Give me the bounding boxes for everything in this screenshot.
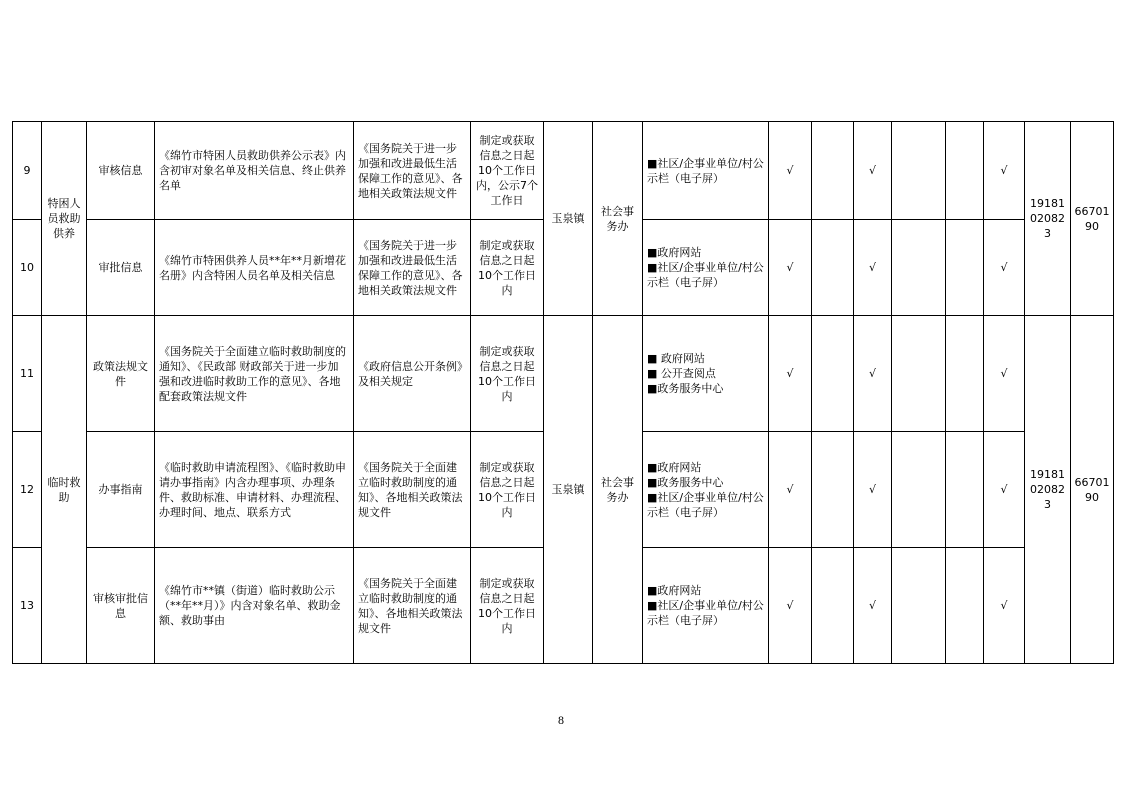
item-cell: 审批信息 [87, 220, 155, 316]
channels-cell [643, 548, 769, 664]
category-cell: 临时救助 [42, 316, 87, 664]
table-row [13, 122, 1114, 220]
channel-item: ■ 政府网站 [647, 352, 705, 365]
check-mark: √ [769, 122, 812, 220]
time-cell: 制定或获取信息之日起10个工作日内 [471, 432, 544, 548]
empty-cell [892, 548, 946, 664]
content-cell: 《国务院关于全面建立临时救助制度的通知》、《民政部 财政部关于进一步加强和改进临时救助工作的意见》、各地配套政策法规文件 [155, 316, 354, 432]
check-mark: √ [769, 548, 812, 664]
check-mark: √ [854, 432, 892, 548]
check-mark: √ [854, 220, 892, 316]
town-cell: 玉泉镇 [544, 122, 593, 316]
basis-cell: 《国务院关于进一步加强和改进最低生活保障工作的意见》、各地相关政策法规文件 [354, 122, 471, 220]
empty-cell [892, 122, 946, 220]
check-mark: √ [854, 316, 892, 432]
check-mark: √ [984, 122, 1025, 220]
empty-cell [812, 316, 854, 432]
channel-item: ■政府网站 [647, 460, 702, 474]
basis-cell: 《国务院关于进一步加强和改进最低生活保障工作的意见》、各地相关政策法规文件 [354, 220, 471, 316]
table-row [13, 316, 1114, 432]
channel-item: ■社区/企事业单位/村公示栏（电子屏） [647, 490, 764, 519]
empty-cell [946, 548, 984, 664]
office-cell: 社会事务办 [593, 122, 643, 316]
empty-cell [946, 432, 984, 548]
disclosure-table [12, 121, 1114, 664]
check-mark: √ [854, 122, 892, 220]
check-mark: √ [769, 316, 812, 432]
channels-cell [643, 122, 769, 220]
office-cell: 社会事务办 [593, 316, 643, 664]
basis-cell: 《政府信息公开条例》及相关规定 [354, 316, 471, 432]
time-cell: 制定或获取信息之日起10个工作日内 [471, 316, 544, 432]
item-cell: 政策法规文件 [87, 316, 155, 432]
time-cell: 制定或获取信息之日起10个工作日内 [471, 220, 544, 316]
check-mark: √ [984, 316, 1025, 432]
contact-cell: 19181020823 [1025, 122, 1071, 316]
channels-cell [643, 316, 769, 432]
basis-cell: 《国务院关于全面建立临时救助制度的通知》、各地相关政策法规文件 [354, 548, 471, 664]
empty-cell [892, 432, 946, 548]
time-cell: 制定或获取信息之日起10个工作日内，公示7个工作日 [471, 122, 544, 220]
channel-item: ■ 公开查阅点 [647, 367, 716, 380]
empty-cell [946, 220, 984, 316]
empty-cell [812, 432, 854, 548]
row-number: 9 [13, 122, 42, 220]
contact-cell: 19181020823 [1025, 316, 1071, 664]
town-cell: 玉泉镇 [544, 316, 593, 664]
empty-cell [946, 316, 984, 432]
item-cell: 审核审批信息 [87, 548, 155, 664]
empty-cell [892, 316, 946, 432]
phone-cell: 6670190 [1071, 316, 1114, 664]
time-cell: 制定或获取信息之日起10个工作日内 [471, 548, 544, 664]
empty-cell [946, 122, 984, 220]
channels-cell [643, 220, 769, 316]
channel-item: ■政务服务中心 [647, 382, 724, 395]
channel-item: ■政府网站 [647, 584, 702, 597]
check-mark: √ [769, 432, 812, 548]
channel-item: ■社区/企事业单位/村公示栏（电子屏） [647, 156, 764, 185]
channel-item: ■政务服务中心 [647, 475, 724, 489]
category-cell: 特困人员救助供养 [42, 122, 87, 316]
row-number: 12 [13, 432, 42, 548]
content-cell: 《绵竹市特困人员救助供养公示表》内含初审对象名单及相关信息、终止供养名单 [155, 122, 354, 220]
phone-cell: 6670190 [1071, 122, 1114, 316]
check-mark: √ [984, 220, 1025, 316]
item-cell: 审核信息 [87, 122, 155, 220]
item-cell: 办事指南 [87, 432, 155, 548]
check-mark: √ [984, 548, 1025, 664]
content-cell: 《绵竹市特困供养人员**年**月新增花名册》内含特困人员名单及相关信息 [155, 220, 354, 316]
channels-cell [643, 432, 769, 548]
row-number: 11 [13, 316, 42, 432]
empty-cell [812, 220, 854, 316]
channel-item: ■社区/企事业单位/村公示栏（电子屏） [647, 261, 764, 289]
check-mark: √ [769, 220, 812, 316]
page-number: 8 [558, 713, 564, 727]
row-number: 13 [13, 548, 42, 664]
content-cell: 《临时救助申请流程图》、《临时救助申请办事指南》内含办理事项、办理条件、救助标准、申请材料、办理流程、办理时间、地点、联系方式 [155, 432, 354, 548]
check-mark: √ [984, 432, 1025, 548]
row-number: 10 [13, 220, 42, 316]
basis-cell: 《国务院关于全面建立临时救助制度的通知》、各地相关政策法规文件 [354, 432, 471, 548]
empty-cell [812, 122, 854, 220]
channel-item: ■社区/企事业单位/村公示栏（电子屏） [647, 599, 764, 627]
check-mark: √ [854, 548, 892, 664]
empty-cell [812, 548, 854, 664]
content-cell: 《绵竹市**镇（街道）临时救助公示（**年**月）》内含对象名单、救助金额、救助事由 [155, 548, 354, 664]
channel-item: ■政府网站 [647, 246, 702, 259]
empty-cell [892, 220, 946, 316]
